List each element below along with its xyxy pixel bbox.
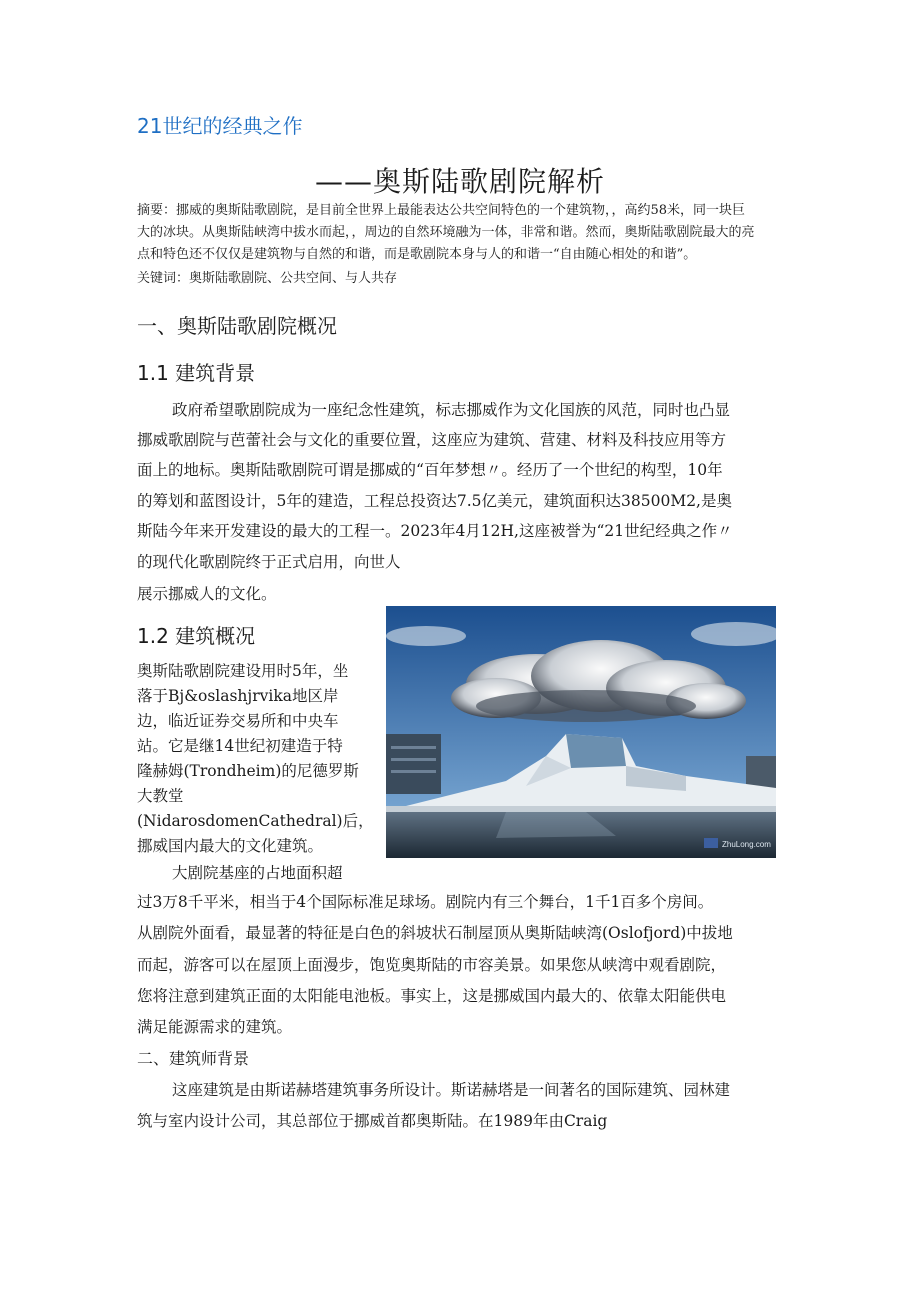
abstract-line-2: 大的冰块。从奥斯陆峡湾中拔水而起，，周边的自然环境融为一体，非常和谐。然而，奥斯陆歌剧院最大的亮 [137, 225, 755, 240]
paragraph-line: 筑与室内设计公司，其总部位于挪威首都奥斯陆。在1989年由Craig [137, 1112, 608, 1130]
section-heading-overview: 一、奥斯陆歌剧院概况 [137, 314, 337, 338]
keywords: 关键词：奥斯陆歌剧院、公共空间、与人共存 [137, 271, 398, 286]
side-line: 落于Bj&oslashjrvika地区岸 [137, 687, 339, 705]
side-line: (NidarosdomenCathedral)后， [137, 812, 374, 830]
paragraph-line: 您将注意到建筑正面的太阳能电池板。事实上，这是挪威国内最大的、依靠太阳能供电 [137, 987, 727, 1005]
section-heading-architect: 二、建筑师背景 [137, 1049, 250, 1068]
side-line: 边，临近证券交易所和中央车 [137, 712, 339, 730]
paragraph-line: 展示挪威人的文化。 [137, 585, 277, 603]
opera-house-image [386, 606, 776, 858]
side-line: 大教堂 [137, 787, 184, 805]
paragraph-line: 满足能源需求的建筑。 [137, 1018, 293, 1036]
paragraph-line: 斯陆今年来开发建设的最大的工程一。2023年4月12H,这座被誉为“21世纪经典之作〃 [137, 522, 733, 540]
paragraph-line: 而起，游客可以在屋顶上面漫步，饱览奥斯陆的市容美景。如果您从峡湾中观看剧院， [137, 956, 727, 974]
page-title: ——奥斯陆歌剧院解析 [314, 165, 605, 198]
side-line: 隆赫姆(Trondheim)的尼德罗斯 [137, 762, 359, 780]
side-line: 奥斯陆歌剧院建设用时5年，坐 [137, 662, 349, 680]
paragraph-line: 面上的地标。奥斯陆歌剧院可谓是挪威的“百年梦想〃。经历了一个世纪的构型，10年 [137, 461, 723, 479]
abstract-line-3: 点和特色还不仅仅是建筑物与自然的和谐，而是歌剧院本身与人的和谐一“自由随心相处的和谐”。 [137, 247, 697, 262]
side-line: 大剧院基座的占地面积超 [172, 864, 343, 882]
abstract-line-1: 摘要：挪威的奥斯陆歌剧院，是目前全世界上最能表达公共空间特色的一个建筑物，，高约58米，同一块巨 [137, 203, 746, 218]
watermark-text: ZhuLong.com [722, 840, 771, 849]
paragraph-line: 这座建筑是由斯诺赫塔建筑事务所设计。斯诺赫塔是一间著名的国际建筑、园林建 [172, 1081, 731, 1099]
side-line: 挪威国内最大的文化建筑。 [137, 837, 324, 855]
paragraph-line: 过3万8千平米，相当于4个国际标准足球场。剧院内有三个舞台，1千1百多个房间。 [137, 893, 714, 911]
paragraph-line: 从剧院外面看，最显著的特征是白色的斜坡状石制屋顶从奥斯陆峡湾(Oslofjord)中拔地 [137, 924, 733, 942]
series-title: 21世纪的经典之作 [137, 114, 303, 138]
paragraph-line: 挪威歌剧院与芭蕾社会与文化的重要位置，这座应为建筑、营建、材料及科技应用等方 [137, 431, 727, 449]
subsection-heading-background: 1.1 建筑背景 [137, 361, 256, 385]
subsection-heading-overview: 1.2 建筑概况 [137, 624, 256, 648]
paragraph-line: 的筹划和蓝图设计，5年的建造，工程总投资达7.5亿美元，建筑面积达38500M2,是奥 [137, 492, 732, 510]
paragraph-line: 的现代化歌剧院终于正式启用，向世人 [137, 553, 401, 571]
paragraph-line: 政府希望歌剧院成为一座纪念性建筑，标志挪威作为文化国族的风范，同时也凸显 [172, 401, 731, 419]
opera-house-photo [386, 606, 776, 858]
side-line: 站。它是继14世纪初建造于特 [137, 737, 343, 755]
background-building [386, 734, 441, 794]
